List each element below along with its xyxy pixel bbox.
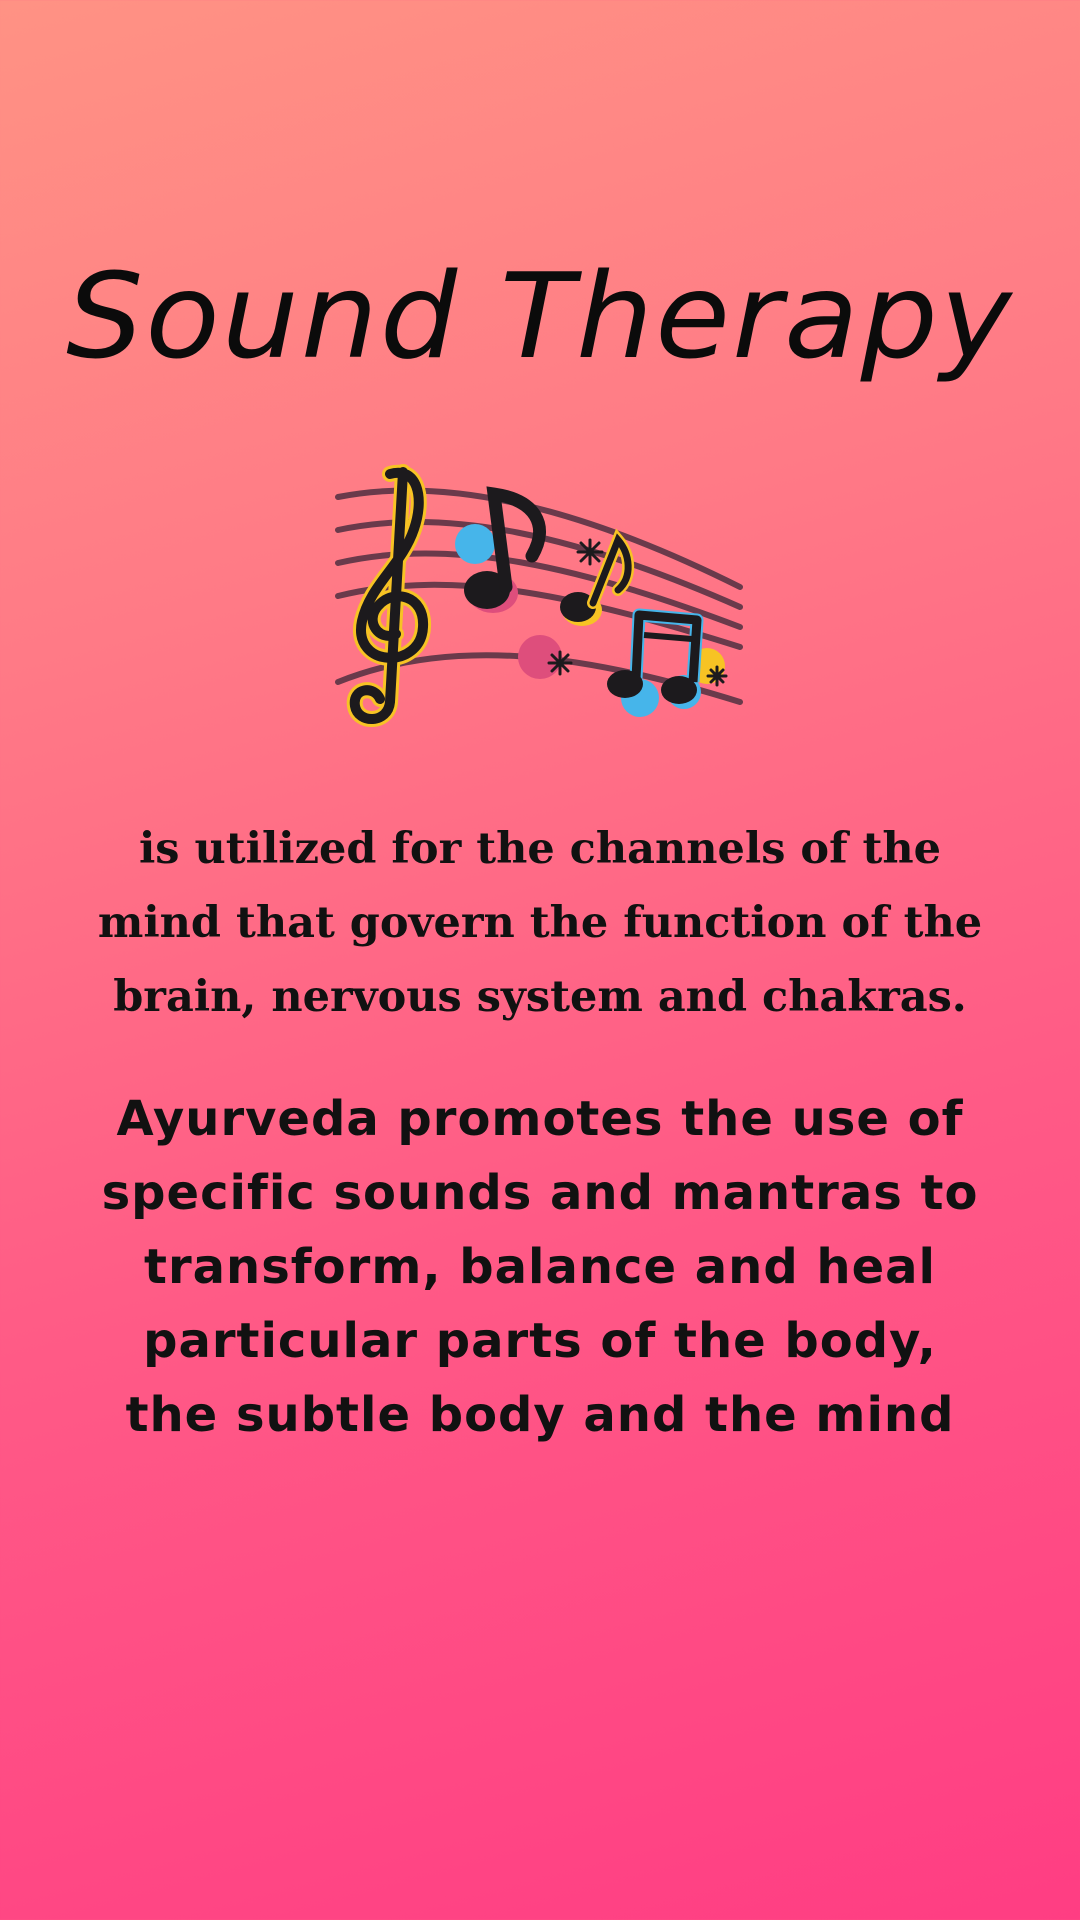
music-notes-icon	[330, 462, 750, 727]
intro-description: is utilized for the channels of the mind that govern the function of the brain, nervous system and chakras.	[97, 824, 983, 1022]
ayurveda-description: Ayurveda promotes the use of specific sounds and mantras to transform, balance and heal particular parts of the body, the subtle body and the mind	[101, 1091, 979, 1443]
page-title: Sound Therapy	[66, 247, 1014, 385]
